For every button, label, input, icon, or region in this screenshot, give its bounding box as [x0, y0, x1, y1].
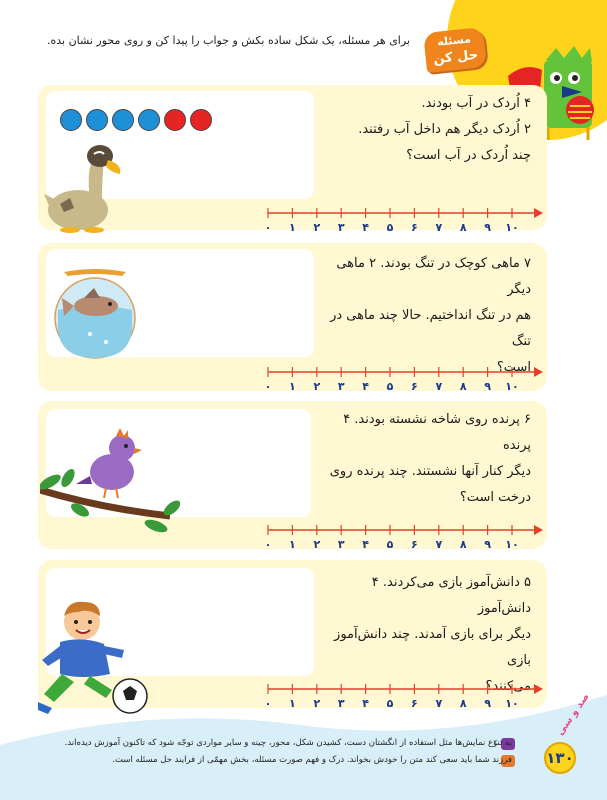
tick-label: ۵ [386, 380, 394, 393]
page-number: ۱۳۰ [544, 742, 576, 774]
fishbowl-illustration [50, 262, 140, 362]
tick-label: ۱۰ [505, 538, 519, 551]
tick-label: ۶ [411, 697, 418, 710]
page-instruction: برای هر مسئله، یک شکل ساده بکش و جواب را پیدا کن و روی محور نشان بده. [47, 34, 410, 47]
tick-label: ۱۰ [505, 697, 519, 710]
problem-line: ۶ پرنده روی شاخه نشسته بودند. ۴ پرنده [343, 412, 531, 453]
problem-line: هم در تنگ انداختیم. حالا چند ماهی در تنگ [330, 308, 531, 349]
counter-dot [60, 109, 82, 131]
tick-label: ۱ [289, 380, 296, 393]
tick-label: ۲ [313, 697, 321, 710]
problem-line: دیگر کنار آنها نشستند. چند پرنده روی [329, 464, 531, 479]
tick-label: ۶ [411, 538, 418, 551]
tick-label: ۷ [435, 221, 443, 234]
tick-label: ۹ [484, 380, 491, 393]
tick-label: ۶ [411, 221, 418, 234]
problem-text [316, 407, 531, 511]
tick-label: ۹ [484, 221, 491, 234]
problem-line: ۲ اُردک دیگر هم داخل آب رفتند. [358, 122, 531, 137]
counter-dot [190, 109, 212, 131]
tick-label: ۲ [313, 538, 321, 551]
problem-text [316, 251, 531, 381]
duck-illustration [44, 138, 124, 234]
solve-problem-badge [423, 27, 487, 73]
parent-note-2: فرزند شما باید سعی کند متن را خودش بخواند. درک و فهم صورت مسئله، بخش مهمّی از فرایند حل مسئله است. [112, 755, 512, 765]
tick-label: ۱۰ [505, 221, 519, 234]
tick-label: ۱ [289, 221, 296, 234]
tick-label: ۸ [459, 380, 467, 393]
problem-line: درخت است؟ [459, 490, 531, 505]
tick-label: ۴ [362, 380, 369, 393]
tick-label: ۲ [313, 221, 321, 234]
number-line[interactable] [262, 522, 543, 552]
problem-line: ۷ ماهی کوچک در تنگ بودند. ۲ ماهی دیگر [336, 256, 531, 297]
tick-label: ۵ [386, 221, 394, 234]
tick-label: ۸ [459, 221, 467, 234]
tick-label: ۴ [362, 697, 369, 710]
tick-label: ۸ [459, 538, 467, 551]
tick-label: ۶ [411, 380, 418, 393]
tick-label: ۳ [337, 380, 345, 393]
tick-label: ۱۰ [505, 380, 519, 393]
counter-dot [86, 109, 108, 131]
tick-label: ۵ [386, 697, 394, 710]
tick-label: ۵ [386, 538, 394, 551]
problem-line: چند اُردک در آب است؟ [406, 148, 531, 163]
tick-label: ۰ [264, 380, 272, 393]
number-line[interactable] [262, 205, 543, 235]
problem-line: ۴ اُردک در آب بودند. [421, 96, 531, 111]
tick-label: ۷ [435, 380, 443, 393]
page-title: صد و سی [554, 691, 592, 738]
number-line[interactable] [262, 364, 543, 394]
counter-dot [138, 109, 160, 131]
problem-line: دیگر برای بازی آمدند. چند دانش‌آموز بازی [334, 627, 531, 668]
counter-dot [164, 109, 186, 131]
problem-text [321, 91, 531, 169]
problem-line: ۵ دانش‌آموز بازی می‌کردند. ۴ دانش‌آموز [371, 575, 531, 616]
tick-label: ۰ [264, 697, 272, 710]
tick-label: ۹ [484, 697, 491, 710]
tick-label: ۰ [264, 221, 272, 234]
badge-line2: حل کن [432, 47, 479, 68]
problem-line: می‌کنند؟ [485, 679, 531, 694]
tick-label: ۱ [289, 697, 296, 710]
tick-label: ۳ [337, 697, 345, 710]
tick-label: ۷ [435, 538, 443, 551]
problem-line: است؟ [496, 360, 531, 375]
badge-line1: مسئله [436, 32, 472, 49]
tick-label: ۱ [289, 538, 296, 551]
tick-label: ۴ [362, 221, 369, 234]
tick-label: ۷ [435, 697, 443, 710]
counter-dot [112, 109, 134, 131]
tick-label: ۲ [313, 380, 321, 393]
parent-note-1: به تنوّع نمایش‌ها مثل استفاده از انگشتان دست، کشیدن شکل، محور، چینه و سایر مواردی توجّه شود که تاکنون آموزش دیده‌اند. [64, 738, 512, 748]
tick-label: ۴ [362, 538, 369, 551]
bird-on-branch-illustration [40, 428, 180, 538]
tick-label: ۹ [484, 538, 491, 551]
tick-label: ۸ [459, 697, 467, 710]
tick-label: ۳ [337, 538, 345, 551]
tick-label: ۰ [264, 538, 272, 551]
tick-label: ۳ [337, 221, 345, 234]
